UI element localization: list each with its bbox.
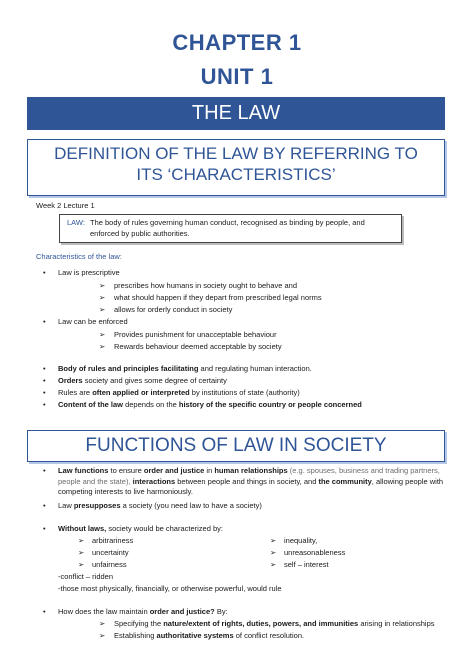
arrow-bullet-icon: ➢ xyxy=(270,536,277,545)
arrow-bullet-icon: ➢ xyxy=(78,548,85,557)
function-paragraph xyxy=(58,501,262,510)
arrow-bullet-icon: ➢ xyxy=(99,342,106,351)
grey-text: (e.g. spouses, business and trading partners, people and the state), xyxy=(58,466,440,486)
arrow-bullet-icon: ➢ xyxy=(99,305,106,314)
text: arising in relationships xyxy=(358,619,435,628)
bold-text: authoritative systems xyxy=(156,631,234,640)
bullet-icon: • xyxy=(43,400,46,409)
list-item xyxy=(114,619,435,628)
arrow-bullet-icon: ➢ xyxy=(99,281,106,290)
text: By: xyxy=(214,607,228,616)
bold-text: interactions xyxy=(132,476,176,486)
bullet-icon: • xyxy=(43,376,46,385)
arrow-bullet-icon: ➢ xyxy=(99,631,106,640)
list-item: inequality, xyxy=(284,536,318,545)
bullet-icon: • xyxy=(43,317,46,326)
list-item: what should happen if they depart from prescribed legal norms xyxy=(114,293,322,302)
bold-text: Law functions xyxy=(58,466,109,475)
list-item: Law can be enforced xyxy=(58,317,128,326)
bold-text: Body of rules and principles facilitating xyxy=(58,364,199,373)
text: society and gives some degree of certainty xyxy=(82,376,227,385)
text: of conflict resolution. xyxy=(233,631,305,640)
arrow-bullet-icon: ➢ xyxy=(270,560,277,569)
list-item: Provides punishment for unacceptable behaviour xyxy=(114,330,277,339)
arrow-bullet-icon: ➢ xyxy=(99,330,106,339)
text: in xyxy=(204,466,215,475)
function-paragraph xyxy=(58,607,228,616)
function-paragraph xyxy=(58,466,448,498)
bullet-icon: • xyxy=(43,466,46,475)
bullet-icon: • xyxy=(43,364,46,373)
arrow-bullet-icon: ➢ xyxy=(78,536,85,545)
list-item: Rewards behaviour deemed acceptable by society xyxy=(114,342,282,351)
bullet-icon: • xyxy=(43,268,46,277)
text: Establishing xyxy=(114,631,157,640)
list-item: self – interest xyxy=(284,560,329,569)
text: society would be characterized by: xyxy=(106,524,223,533)
bold-text: Content of the law xyxy=(58,400,123,409)
bold-text: Orders xyxy=(58,376,83,385)
characteristics-heading: Characteristics of the law: xyxy=(36,252,122,261)
arrow-bullet-icon: ➢ xyxy=(78,560,85,569)
bold-text: order and justice xyxy=(143,466,205,475)
definition-heading-box xyxy=(27,139,445,196)
text: , allowing people with competing interests to live harmoniously. xyxy=(58,476,444,496)
definition-heading-line-2: ITS ‘CHARACTERISTICS’ xyxy=(136,165,336,184)
functions-heading-box: FUNCTIONS OF LAW IN SOCIETY xyxy=(27,430,445,462)
list-item xyxy=(58,388,300,397)
list-item: prescribes how humans in society ought to behave and xyxy=(114,281,298,290)
arrow-bullet-icon: ➢ xyxy=(99,619,106,628)
text: depends on the xyxy=(123,400,179,409)
text: to ensure xyxy=(108,466,144,475)
text: Law xyxy=(58,501,74,510)
chapter-title: CHAPTER 1 xyxy=(172,30,302,55)
law-definition-text: The body of rules governing human conduct, recognised as binding by people, and enforced by public authorities. xyxy=(90,218,365,238)
bold-text: human relationships xyxy=(214,466,288,475)
function-paragraph xyxy=(58,524,223,533)
bullet-icon: • xyxy=(43,501,46,510)
powerful-text: -those most physically, financially, or otherwise powerful, would rule xyxy=(58,584,282,593)
bullet-icon: • xyxy=(43,607,46,616)
arrow-bullet-icon: ➢ xyxy=(99,293,106,302)
law-definition-box xyxy=(59,214,402,243)
list-item xyxy=(58,364,312,373)
bold-text: history of the specific country or people concerned xyxy=(178,400,362,409)
list-item xyxy=(58,400,362,409)
definition-heading-line-1: DEFINITION OF THE LAW BY REFERRING TO xyxy=(54,144,418,163)
bullet-icon: • xyxy=(43,524,46,533)
unit-title: UNIT 1 xyxy=(200,64,274,89)
arrow-bullet-icon: ➢ xyxy=(270,548,277,557)
bold-text: nature/extent of rights, duties, powers, and immunities xyxy=(163,619,359,628)
conflict-text: -conflict – ridden xyxy=(58,572,114,581)
list-item: unfairness xyxy=(92,560,127,569)
text: and regulating human interaction. xyxy=(198,364,312,373)
text: How does the law maintain xyxy=(58,607,150,616)
list-item: uncertainty xyxy=(92,548,129,557)
text: Specifying the xyxy=(114,619,164,628)
bold-text: presupposes xyxy=(73,501,121,510)
list-item: allows for orderly conduct in society xyxy=(114,305,233,314)
bullet-icon: • xyxy=(43,388,46,397)
text: a society (you need law to have a society) xyxy=(120,501,262,510)
bold-text: order and justice? xyxy=(149,607,215,616)
section-banner: THE LAW xyxy=(27,97,445,130)
list-item xyxy=(58,376,227,385)
text: by institutions of state (authority) xyxy=(189,388,300,397)
law-label: LAW: xyxy=(67,218,85,227)
list-item xyxy=(114,631,304,640)
text: between people and things in society, and xyxy=(175,476,319,486)
bold-text: Without laws, xyxy=(58,524,107,533)
bold-text: the community xyxy=(318,476,372,486)
list-item: unreasonableness xyxy=(284,548,346,557)
text: Rules are xyxy=(58,388,93,397)
bold-text: often applied or interpreted xyxy=(92,388,190,397)
week-label: Week 2 Lecture 1 xyxy=(36,201,95,210)
list-item: Law is prescriptive xyxy=(58,268,120,277)
list-item: arbitrariness xyxy=(92,536,134,545)
